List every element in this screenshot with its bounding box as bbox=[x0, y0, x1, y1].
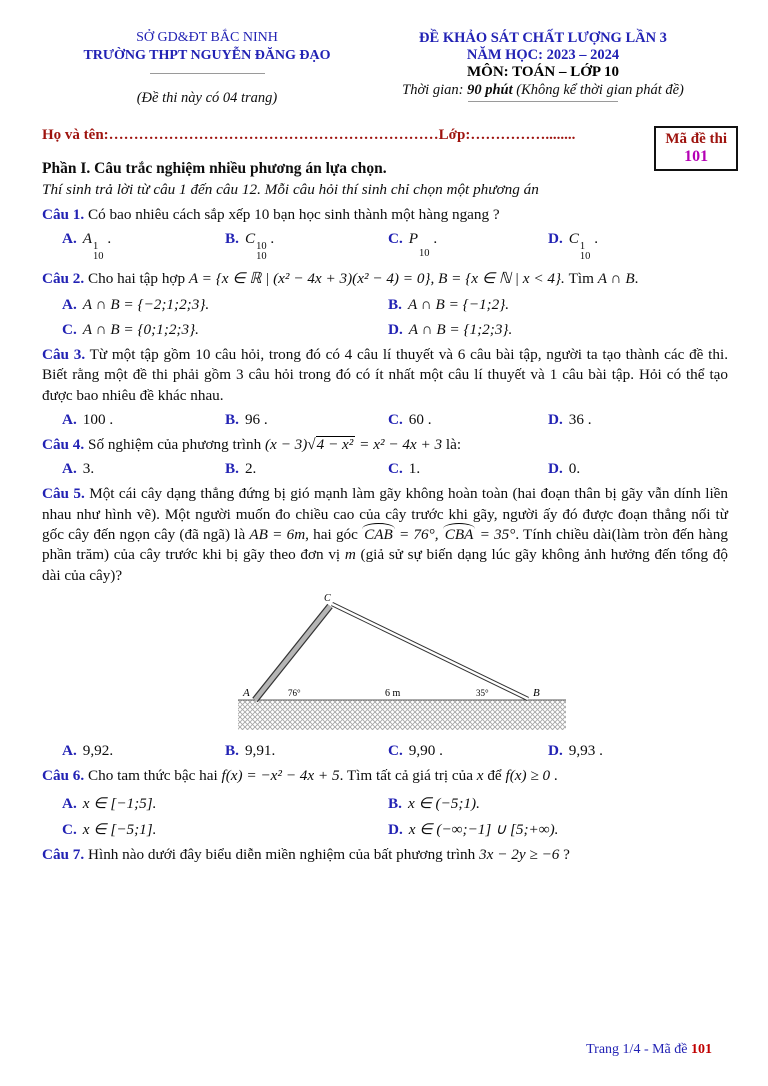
option-c: C. P 10 . bbox=[388, 230, 438, 259]
option-a: A. A 1 10 . bbox=[62, 230, 112, 263]
question-1 bbox=[42, 205, 728, 225]
angle-cba: CBA bbox=[443, 525, 476, 545]
question-1-text: Có bao nhiêu cách sắp xếp 10 bạn học sinh thành một hàng ngang ? bbox=[84, 206, 500, 223]
time-value: 90 phút bbox=[467, 82, 517, 98]
exam-code-label: Mã đề thi bbox=[665, 131, 727, 147]
figure-base-length: 6 m bbox=[385, 688, 401, 700]
class-dotted-line: ……………........ bbox=[470, 127, 576, 143]
option-a: A. 3. bbox=[62, 460, 95, 478]
option-d: D. x ∈ (−∞;−1] ∪ [5;+∞). bbox=[388, 820, 559, 838]
question-1-options bbox=[42, 230, 728, 262]
footer-page-info: Trang 1/4 - Mã đề bbox=[586, 1042, 691, 1057]
name-dotted-line: ………………………………………………………… bbox=[108, 127, 439, 143]
question-5: Câu 5. Một cái cây dạng thẳng đứng bị gió mạnh làm gãy không hoàn toàn (hai đoạn thân bị gãy vẫn dính liền nhau như hình vẽ). Một người muốn đo chiều cao của cây trước khi gãy, người ấy đó được đoạn thẳng nối từ gốc cây đến ngọn cây (đã ngã) là AB = 6m, hai góc CAB = 76°, CBA = 35°. Tính chiều dài(làm tròn đến hàng phần trăm) của cây trước khi bị gãy theo đơn vị m (giả sử sự biến dạng lúc gãy không ảnh hưởng đến tổng độ dài của cây)? bbox=[42, 485, 729, 584]
time-note: (Không kể thời gian phát đề) bbox=[516, 82, 684, 98]
question-3-text: Từ một tập gồm 10 câu hỏi, trong đó có 4 câu lí thuyết và 6 câu bài tập, người ta tạo thành các đề thi. Biết rằng một đề thi phải gồm 3 câu hỏi trong đó có ít nhất một câu lí thuyết và 1 câu bài tập. Hỏi có thể tạo được bao nhiêu đề khác nhau. bbox=[42, 345, 728, 404]
question-5-label: Câu 5. bbox=[42, 485, 85, 503]
question-2: Câu 2. Cho hai tập hợp A = {x ∈ ℝ | (x² − 4x + 3)(x² − 4) = 0}, B = {x ∈ ℕ | x < 4}. Tìm A ∩ B. bbox=[42, 269, 639, 287]
exam-year: NĂM HỌC: 2023 – 2024 bbox=[466, 47, 620, 63]
header bbox=[42, 30, 728, 107]
option-c: C. x ∈ [−5;1]. bbox=[62, 820, 157, 838]
trunk-fill bbox=[255, 606, 330, 700]
question-7: Câu 7. Hình nào dưới đây biểu diễn miền nghiệm của bất phương trình 3x − 2y ≥ −6 ? bbox=[42, 845, 570, 863]
exam-time bbox=[372, 82, 714, 99]
option-a: A. x ∈ [−1;5]. bbox=[62, 794, 157, 812]
question-4-label: Câu 4. bbox=[42, 436, 85, 454]
radicand: 4 − x² bbox=[316, 436, 354, 454]
option-a: A. 9,92. bbox=[62, 742, 114, 760]
part1-instruction: Thí sinh trả lời từ câu 1 đến câu 12. Mỗi câu hỏi thí sinh chỉ chọn một phương án bbox=[42, 181, 539, 198]
figure-label-b: B bbox=[533, 687, 540, 700]
question-6-label: Câu 6. bbox=[42, 767, 85, 785]
figure-label-a: A bbox=[243, 687, 250, 700]
option-d: D. C 1 10 . bbox=[548, 230, 598, 263]
pages-note: (Đề thi này có 04 trang) bbox=[136, 90, 278, 106]
option-b: B. x ∈ (−5;1). bbox=[388, 794, 480, 812]
question-3-label: Câu 3. bbox=[42, 345, 86, 363]
header-left bbox=[42, 30, 372, 107]
exam-code-box bbox=[654, 126, 738, 171]
fallen-fill bbox=[332, 604, 528, 699]
header-right bbox=[372, 30, 728, 107]
school-dept: SỞ GD&ĐT BẮC NINH bbox=[136, 30, 278, 45]
question-2-options-row2 bbox=[42, 321, 728, 339]
option-c: C. 60 . bbox=[388, 411, 432, 429]
radical-sign: √ bbox=[307, 436, 316, 454]
option-c: C. A ∩ B = {0;1;2;3}. bbox=[62, 320, 199, 338]
option-b: B. 96 . bbox=[225, 411, 268, 429]
option-c: C. 9,90 . bbox=[388, 742, 443, 760]
part1-title: Phần I. Câu trắc nghiệm nhiều phương án lựa chọn. bbox=[42, 160, 387, 177]
tree-figure bbox=[230, 592, 574, 737]
angle-cab: CAB bbox=[362, 525, 395, 545]
option-b: B. 9,91. bbox=[225, 742, 276, 760]
figure-angle-b: 35° bbox=[476, 688, 489, 699]
option-d: D. A ∩ B = {1;2;3}. bbox=[388, 320, 513, 338]
exam-title: ĐỀ KHẢO SÁT CHẤT LƯỢNG LẦN 3 bbox=[419, 30, 667, 46]
option-a: A. A ∩ B = {−2;1;2;3}. bbox=[62, 295, 210, 313]
student-info-row bbox=[42, 127, 728, 144]
option-b: B. A ∩ B = {−1;2}. bbox=[388, 295, 510, 313]
header-right-divider bbox=[468, 101, 618, 102]
question-6: Câu 6. Cho tam thức bậc hai f(x) = −x² − 4x + 5. Tìm tất cả giá trị của x để f(x) ≥ 0 . bbox=[42, 767, 558, 785]
option-a: A. 100 . bbox=[62, 411, 114, 429]
ground-hatch bbox=[238, 700, 566, 730]
question-4: Câu 4. Số nghiệm của phương trình (x − 3)√4 − x² = x² − 4x + 3 là: bbox=[42, 436, 462, 454]
class-label: Lớp: bbox=[438, 127, 471, 143]
option-b: B. C 10 10 . bbox=[225, 230, 275, 263]
question-7-label: Câu 7. bbox=[42, 845, 85, 863]
option-c: C. 1. bbox=[388, 460, 421, 478]
option-d: D. 36 . bbox=[548, 411, 592, 429]
question-6-options-row2 bbox=[42, 820, 728, 839]
page-footer bbox=[586, 1042, 712, 1058]
question-2-options-row1 bbox=[42, 296, 728, 314]
option-d: D. 9,93 . bbox=[548, 742, 603, 760]
name-label: Họ và tên: bbox=[42, 127, 109, 143]
question-2-label: Câu 2. bbox=[42, 269, 85, 287]
footer-exam-code: 101 bbox=[691, 1042, 712, 1057]
option-b: B. 2. bbox=[225, 460, 257, 478]
option-d: D. 0. bbox=[548, 460, 581, 478]
exam-code-value: 101 bbox=[684, 148, 709, 165]
question-3 bbox=[42, 345, 728, 406]
exam-subject: MÔN: TOÁN – LỚP 10 bbox=[467, 64, 619, 80]
question-6-options-row1 bbox=[42, 794, 728, 813]
figure-angle-a: 76° bbox=[288, 688, 301, 699]
time-label: Thời gian: bbox=[402, 82, 468, 98]
school-name: TRƯỜNG THPT NGUYỄN ĐĂNG ĐẠO bbox=[83, 48, 331, 63]
question-4-options bbox=[42, 460, 728, 478]
question-5-options bbox=[42, 742, 728, 760]
figure-label-c: C bbox=[324, 593, 331, 605]
header-left-divider bbox=[150, 73, 265, 74]
question-1-label: Câu 1. bbox=[42, 206, 85, 223]
question-3-options bbox=[42, 411, 728, 429]
